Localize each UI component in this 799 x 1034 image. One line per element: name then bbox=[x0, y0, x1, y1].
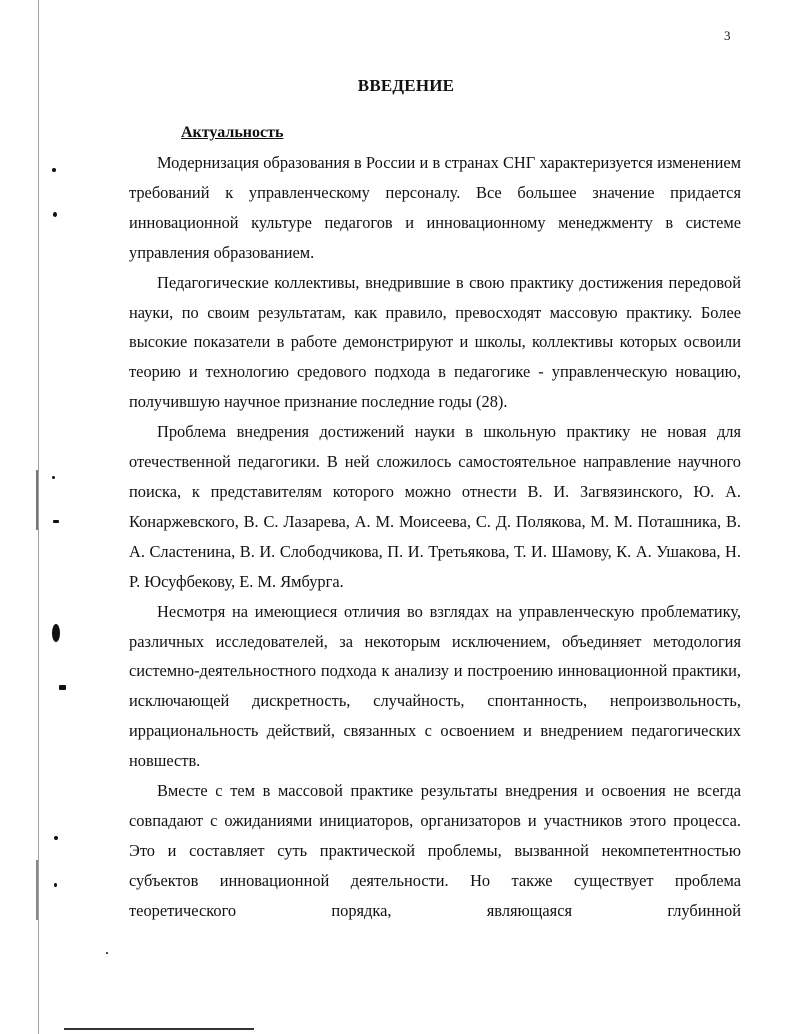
page-title: ВВЕДЕНИЕ bbox=[357, 76, 455, 95]
scan-bottom-rule bbox=[64, 1028, 254, 1030]
scan-dot bbox=[54, 883, 57, 887]
scan-dot bbox=[106, 952, 108, 954]
scan-dot bbox=[53, 212, 57, 217]
scan-dot bbox=[52, 624, 60, 642]
paragraph: Модернизация образования в России и в странах СНГ характеризуется изменением требований к управленческому персоналу. Все большее значение придается инновационной культуре педагогов и инновационному менеджменту в системе управления образованием. bbox=[129, 153, 741, 262]
scan-dot bbox=[52, 476, 55, 479]
scan-dot bbox=[59, 685, 66, 690]
paragraph: Проблема внедрения достижений науки в школьную практику не новая для отечественной педагогики. В ней сложилось самостоятельное направление научного поиска, к представителям которого можно отнести В. И. Загвязинского, Ю. А. Конаржевского, В. С. Лазарева, А. М. Моисеева, С. Д. Полякова, М. М. Поташника, В. А. Сластенина, В. И. Слободчикова, П. И. Третьякова, Т. И. Шамову, К. А. Ушакова, Н. Р. Юсуфбекову, Е. М. Ямбурга. bbox=[129, 422, 741, 591]
scan-margin-rule bbox=[36, 470, 38, 530]
page-number: 3 bbox=[724, 28, 731, 43]
body-text bbox=[129, 148, 741, 926]
scan-dot bbox=[52, 168, 56, 172]
paragraph: Несмотря на имеющиеся отличия во взглядах на управленческую проблематику, различных исследователей, за некоторым исключением, объединяет методология системно-деятельностного подхода к анализу и построению инновационной практики, исключающей дискретность, случайность, спонтанность, непроизвольность, иррациональность действий, связанных с освоением и внедрением педагогических новшеств. bbox=[129, 601, 741, 771]
scan-margin-rule bbox=[36, 860, 38, 920]
paragraph: Педагогические коллективы, внедрившие в свою практику достижения передовой науки, по своим результатам, как правило, превосходят массовую практику. Более высокие показатели в работе демонстрируют и школы, коллективы которых освоили теорию и технологию средового подхода в педагогике - управленческую новацию, получившую научное признание последние годы (28). bbox=[129, 272, 741, 412]
section-heading: Актуальность bbox=[181, 124, 284, 141]
scan-dot bbox=[53, 520, 59, 523]
scan-margin-rule bbox=[38, 0, 39, 1034]
scan-dot bbox=[54, 836, 58, 840]
paragraph: Вместе с тем в массовой практике результаты внедрения и освоения не всегда совпадают с ожиданиями инициаторов, организаторов и участников этого процесса. Это и составляет суть практической проблемы, вызванной некомпетентностью субъектов инновационной деятельности. Но также существует проблема теоретического порядка, являющаяся глубинной bbox=[129, 781, 741, 920]
